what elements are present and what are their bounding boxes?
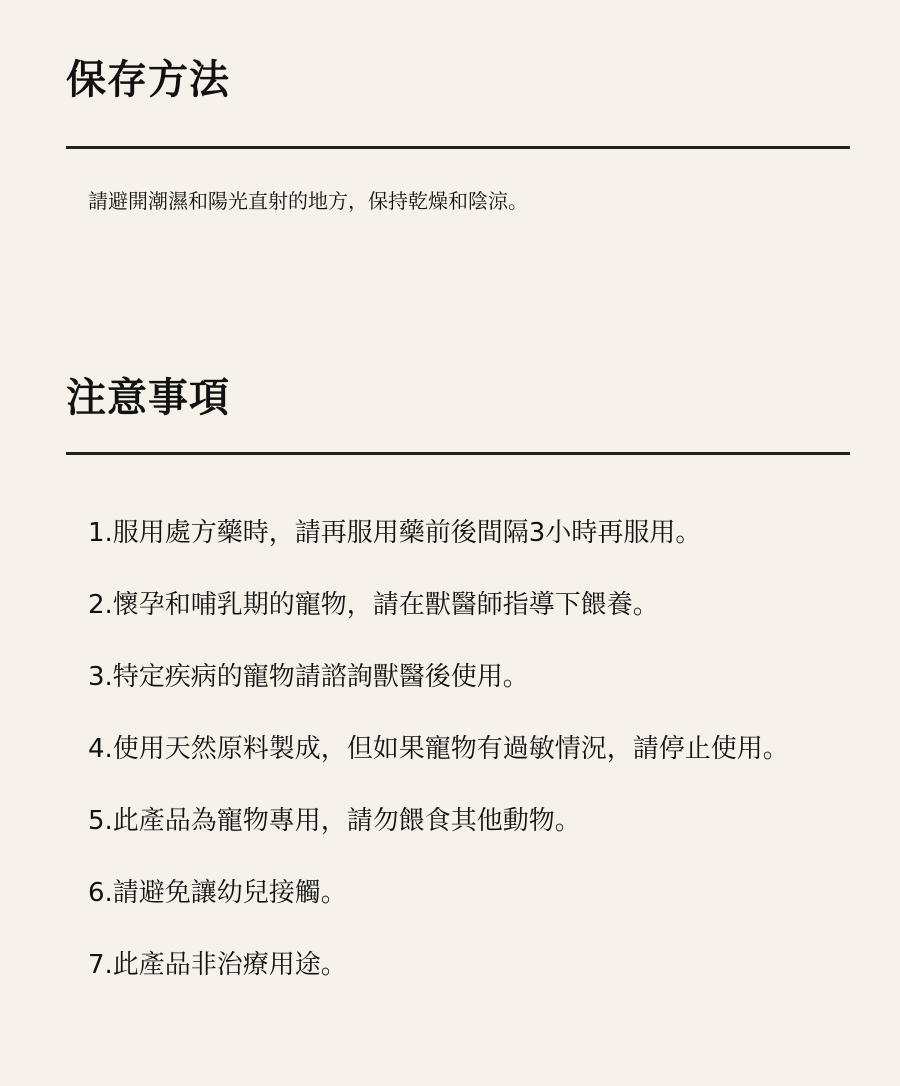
notes-item-5: 5.此產品為寵物專用，請勿餵食其他動物。 bbox=[88, 806, 581, 836]
storage-section bbox=[66, 52, 850, 217]
notes-divider bbox=[66, 452, 850, 455]
notes-list bbox=[66, 515, 850, 983]
notes-heading: 注意事項 bbox=[66, 375, 230, 421]
notes-item-1: 1.服用處方藥時，請再服用藥前後間隔3小時再服用。 bbox=[88, 518, 702, 548]
storage-text: 請避開潮濕和陽光直射的地方，保持乾燥和陰涼。 bbox=[88, 189, 528, 213]
notes-item-7: 7.此產品非治療用途。 bbox=[88, 950, 347, 980]
storage-divider bbox=[66, 146, 850, 149]
notes-item-2: 2.懷孕和哺乳期的寵物，請在獸醫師指導下餵養。 bbox=[88, 590, 659, 620]
storage-heading: 保存方法 bbox=[66, 57, 230, 103]
notes-item-3: 3.特定疾病的寵物請諮詢獸醫後使用。 bbox=[88, 662, 529, 692]
notes-item-6: 6.請避免讓幼兒接觸。 bbox=[88, 878, 347, 908]
notes-section bbox=[66, 370, 850, 1019]
notes-item-4: 4.使用天然原料製成，但如果寵物有過敏情況，請停止使用。 bbox=[88, 734, 789, 764]
